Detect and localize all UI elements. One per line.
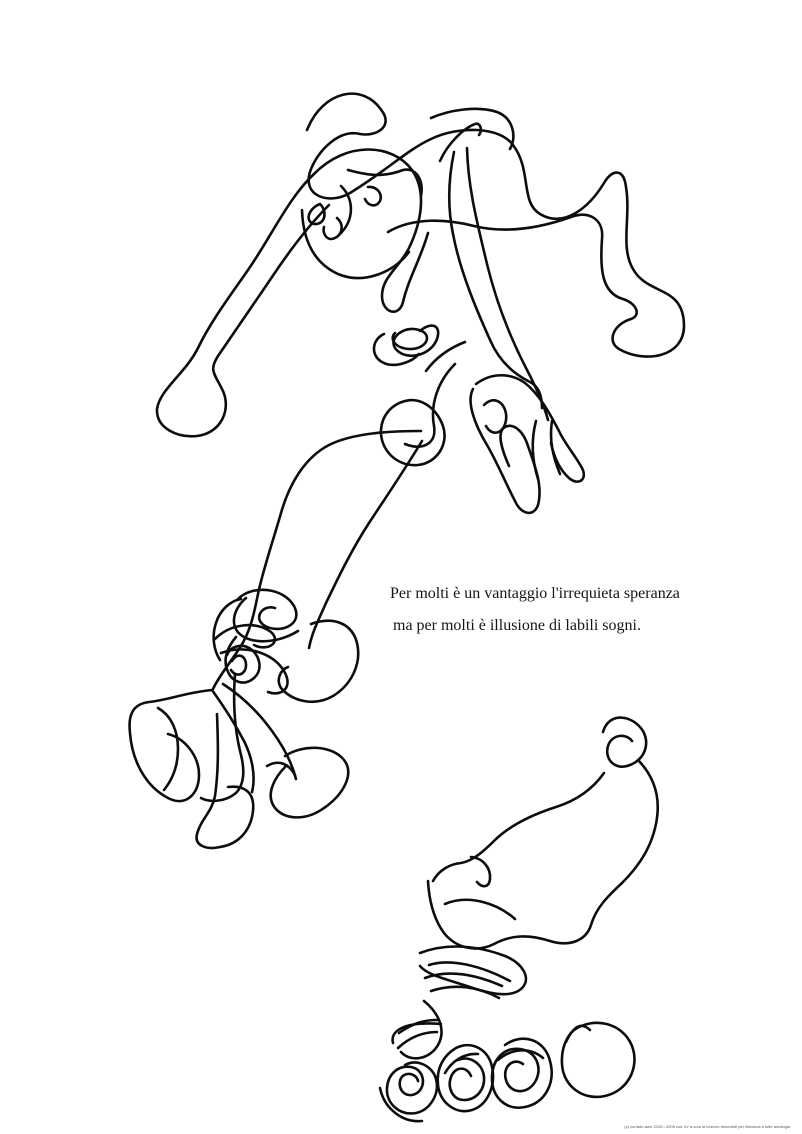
middle-figure-line-drawing — [130, 431, 422, 848]
verse-line-1: Per molti è un vantaggio l'irrequieta speranza — [390, 585, 680, 602]
verse-line-2: ma per molti è illusione di labili sogni. — [393, 617, 641, 634]
poem-verse — [390, 578, 750, 642]
bottom-figure-line-drawing — [380, 718, 658, 1122]
top-figure-line-drawing — [157, 94, 684, 513]
credit-line: (c) corrado anni 2015 • 2005 cod XV a cura di lorenzo benedetti per Mantova a tutte antologia — [624, 1124, 790, 1129]
